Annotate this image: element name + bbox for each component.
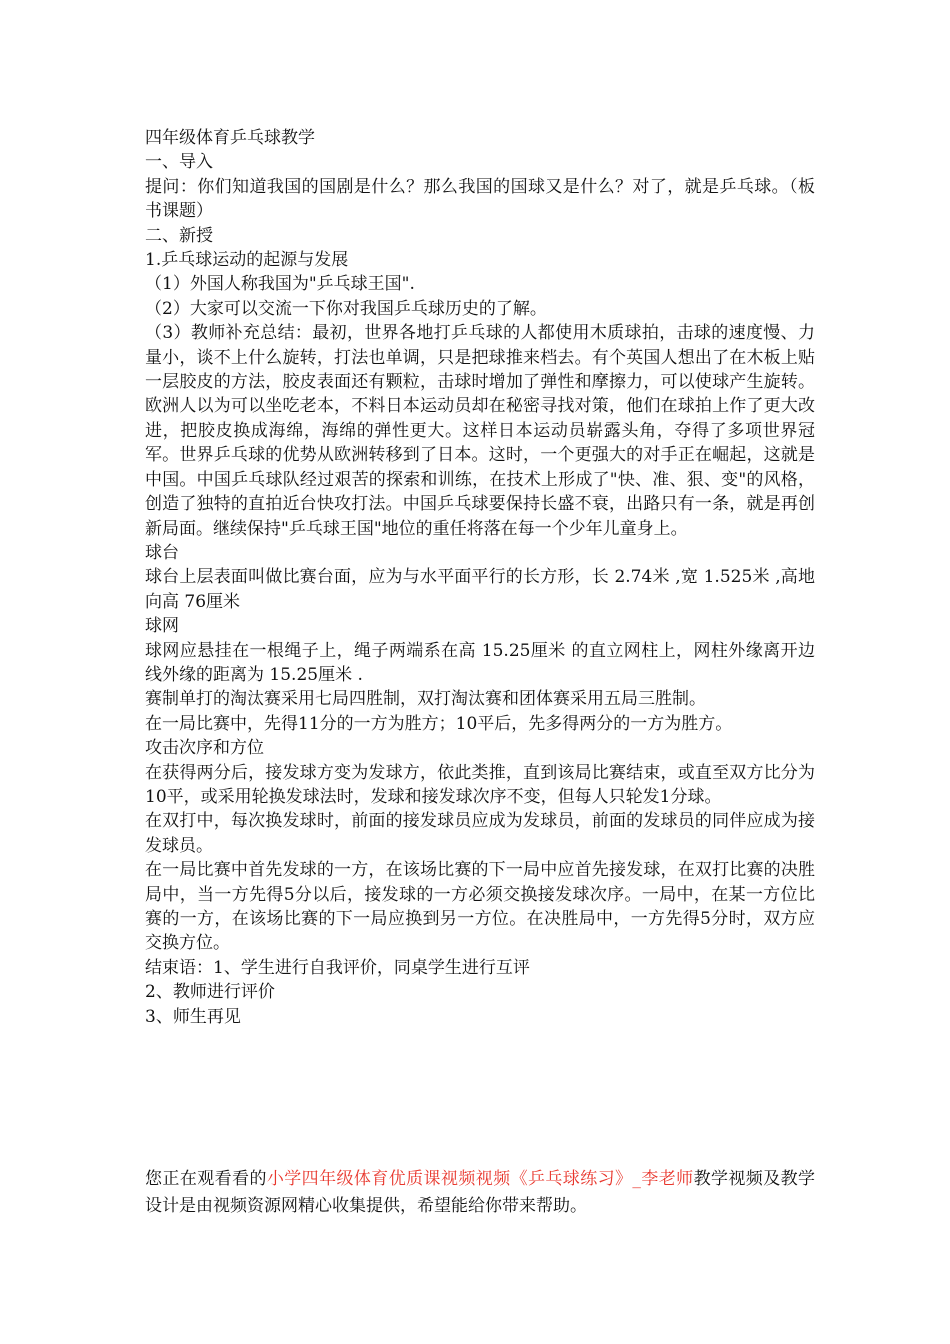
footer-note (145, 1166, 815, 1220)
paragraph: 在一局比赛中，先得11分的一方为胜方；10平后，先多得两分的一方为胜方。 (145, 713, 733, 734)
paragraph: 球台上层表面叫做比赛台面，应为与水平面平行的长方形，长 2.74米 ,宽 1.525米 ,高地向高 76厘米 (145, 567, 815, 612)
subheading: 球网 (145, 616, 179, 637)
paragraph: 在获得两分后，接发球方变为发球方，依此类推，直到该局比赛结束，或直至双方比分为10平，或采用轮换发球法时，发球和接发球次序不变，但每人只轮发1分球。 (145, 762, 815, 807)
paragraph: 赛制单打的淘汰赛采用七局四胜制，双打淘汰赛和团体赛采用五局三胜制。 (145, 689, 706, 710)
section-heading-new: 二、新授 (145, 225, 213, 246)
paragraph: 2、教师进行评价 (145, 982, 275, 1003)
video-link[interactable]: 小学四年级体育优质课视频视频《乒乓球练习》_李老师 (266, 1169, 694, 1189)
footer-suffix: 教学视频及教学设计是由视频资源网精心收集提供，希望能给你带来帮助。 (145, 1169, 816, 1216)
paragraph: 提问：你们知道我国的国剧是什么？那么我国的国球又是什么？对了，就是乒乓球。（板书课题） (145, 176, 815, 222)
paragraph: 3、师生再见 (145, 1006, 241, 1027)
subheading: 1.乒乓球运动的起源与发展 (145, 250, 349, 271)
paragraph: （3）教师补充总结：最初，世界各地打乒乓球的人都使用木质球拍，击球的速度慢、力量小，谈不上什么旋转，打法也单调，只是把球推来档去。有个英国人想出了在木板上贴一层胶皮的方法，胶皮表面还有颗粒，击球时增加了弹性和摩擦力，可以使球产生旋转。欧洲人以为可以坐吃老本，不料日本运动员却在秘密寻找对策，他们在球拍上作了更大改进，把胶皮换成海绵，海绵的弹性更大。这样日本运动员崭露头角，夺得了多项世界冠军。世界乒乓球的优势从欧洲转移到了日本。这时，一个更强大的对手正在崛起，这就是中国。中国乒乓球队经过艰苦的探索和训练，在技术上形成了"快、准、狠、变"的风格，创造了独特的直拍近台快攻打法。中国乒乓球要保持长盛不衰，出路只有一条，就是再创新局面。继续保持"乒乓球王国"地位的重任将落在每一个少年儿童身上。 (145, 323, 815, 539)
section-heading-intro: 一、导入 (145, 152, 213, 173)
paragraph: 球网应悬挂在一根绳子上，绳子两端系在高 15.25厘米 的直立网柱上，网柱外缘离开边线外缘的距离为 15.25厘米 . (145, 640, 815, 685)
footer-prefix: 您正在观看看的 (145, 1169, 267, 1189)
paragraph: （1）外国人称我国为"乒乓球王国". (145, 274, 415, 295)
paragraph: （2）大家可以交流一下你对我国乒乓球历史的了解。 (145, 298, 547, 319)
paragraph: 结束语：1、学生进行自我评价，同桌学生进行互评 (145, 957, 530, 978)
subheading: 攻击次序和方位 (145, 738, 264, 759)
subheading: 球台 (145, 542, 179, 563)
paragraph: 在一局比赛中首先发球的一方，在该场比赛的下一局中应首先接发球，在双打比赛的决胜局中，当一方先得5分以后，接发球的一方必须交换接发球次序。一局中，在某一方位比赛的一方，在该场比赛的下一局应换到另一方位。在决胜局中，一方先得5分时，双方应交换方位。 (145, 860, 815, 954)
footer-paragraph (145, 1166, 815, 1220)
paragraph: 在双打中，每次换发球时，前面的接发球员应成为发球员，前面的发球员的同伴应成为接发球员。 (145, 811, 815, 856)
document-body (145, 126, 815, 1029)
document-title: 四年级体育乒乓球教学 (145, 128, 315, 148)
